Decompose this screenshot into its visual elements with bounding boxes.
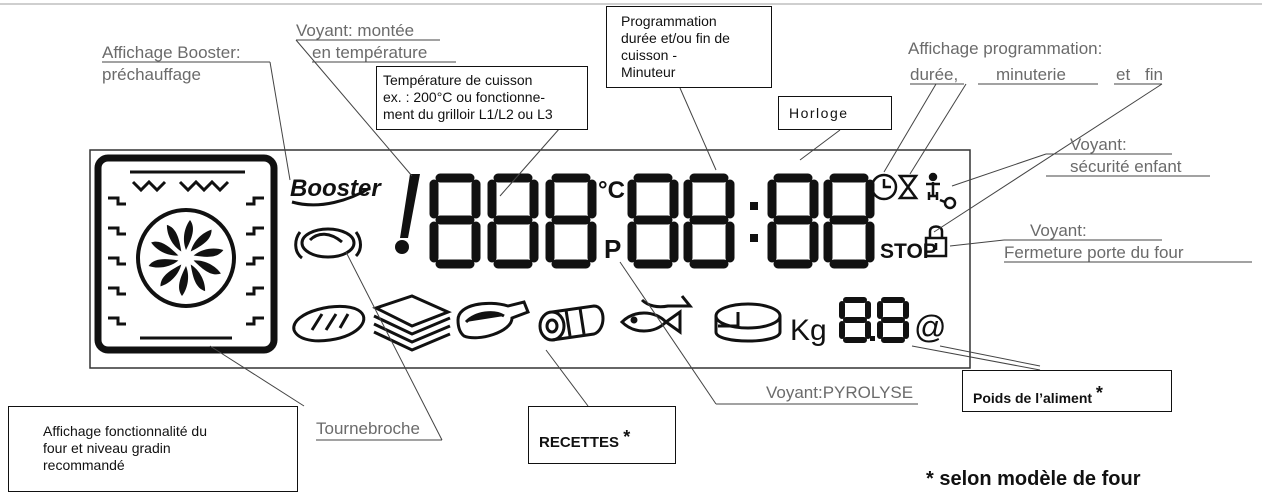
celsius-unit: °C xyxy=(598,177,625,204)
weight-decimal-point xyxy=(870,336,875,341)
temp-rise-label-1: Voyant: montée xyxy=(296,21,415,40)
booster-display-label-1: Affichage Booster: xyxy=(102,43,241,62)
child-lock-label-2: sécurité enfant xyxy=(1070,157,1182,176)
cake-icon xyxy=(716,304,780,341)
roulade-icon xyxy=(540,306,603,340)
oven-function-line-1: Affichage fonctionnalité du xyxy=(43,423,207,439)
oven-function-line-3: recommandé xyxy=(43,457,125,473)
recipes-star: * xyxy=(623,427,631,447)
prog-display-end: fin xyxy=(1145,65,1163,84)
cooking-temp-line-3: ment du grilloir L1/L2 ou L3 xyxy=(383,106,553,122)
clock-label: Horloge xyxy=(789,105,849,121)
hourglass-icon xyxy=(900,176,916,198)
programming-line-3: cuisson - xyxy=(621,47,678,63)
temperature-digits xyxy=(434,178,592,264)
time-digits xyxy=(632,178,870,264)
booster-display-label-2: préchauffage xyxy=(102,65,201,84)
rotisserie-icon xyxy=(296,229,361,258)
meat-icon xyxy=(458,302,528,338)
weight-digits xyxy=(842,300,906,340)
programming-line-1: Programmation xyxy=(621,13,717,29)
model-footnote: * selon modèle de four xyxy=(926,468,1141,490)
cooking-temp-line-2: ex. : 200°C ou fonctionne- xyxy=(383,89,546,105)
rotisserie-label: Tournebroche xyxy=(316,419,420,438)
temp-rise-label-2: en température xyxy=(312,43,428,62)
cooking-temp-callout xyxy=(376,66,588,130)
pyrolysis-p-indicator: P xyxy=(604,234,622,264)
door-lock-label-1: Voyant: xyxy=(1030,221,1087,240)
fish-icon xyxy=(622,296,690,332)
prog-display-label-1: Affichage programmation: xyxy=(908,39,1103,58)
programming-line-4: Minuteur xyxy=(621,64,676,80)
clock-icon xyxy=(872,175,896,199)
stop-indicator: STOP xyxy=(880,240,937,263)
recipes-label: RECETTES xyxy=(539,434,620,451)
door-lock-label-2: Fermeture porte du four xyxy=(1004,243,1184,262)
temperature-rise-indicator xyxy=(395,174,420,254)
time-colon xyxy=(750,202,758,242)
pyrolysis-label: Voyant:PYROLYSE xyxy=(766,383,914,402)
bread-icon xyxy=(294,306,364,341)
programming-line-2: durée et/ou fin de xyxy=(621,30,730,46)
booster-logo-text: Booster xyxy=(290,175,381,202)
weight-star: * xyxy=(1095,383,1103,403)
recipes-callout xyxy=(528,406,676,464)
prog-display-and: et xyxy=(1116,65,1131,84)
clock-callout xyxy=(778,96,892,130)
oven-function-callout xyxy=(8,406,298,492)
oven-cavity-icon xyxy=(98,158,274,350)
oven-function-line-2: four et niveau gradin xyxy=(43,440,171,456)
at-symbol: @ xyxy=(914,309,947,345)
lasagna-icon xyxy=(374,296,450,350)
cooking-temp-line-1: Température de cuisson xyxy=(383,72,533,88)
child-lock-icon xyxy=(926,174,955,208)
prog-display-timer: minuterie xyxy=(996,65,1066,84)
weight-label: Poids de l’aliment xyxy=(973,390,1093,406)
kg-unit: Kg xyxy=(790,314,827,347)
child-lock-label-1: Voyant: xyxy=(1070,135,1127,154)
prog-display-duration: durée, xyxy=(910,65,959,84)
programming-callout xyxy=(606,6,772,88)
weight-callout xyxy=(962,370,1172,412)
